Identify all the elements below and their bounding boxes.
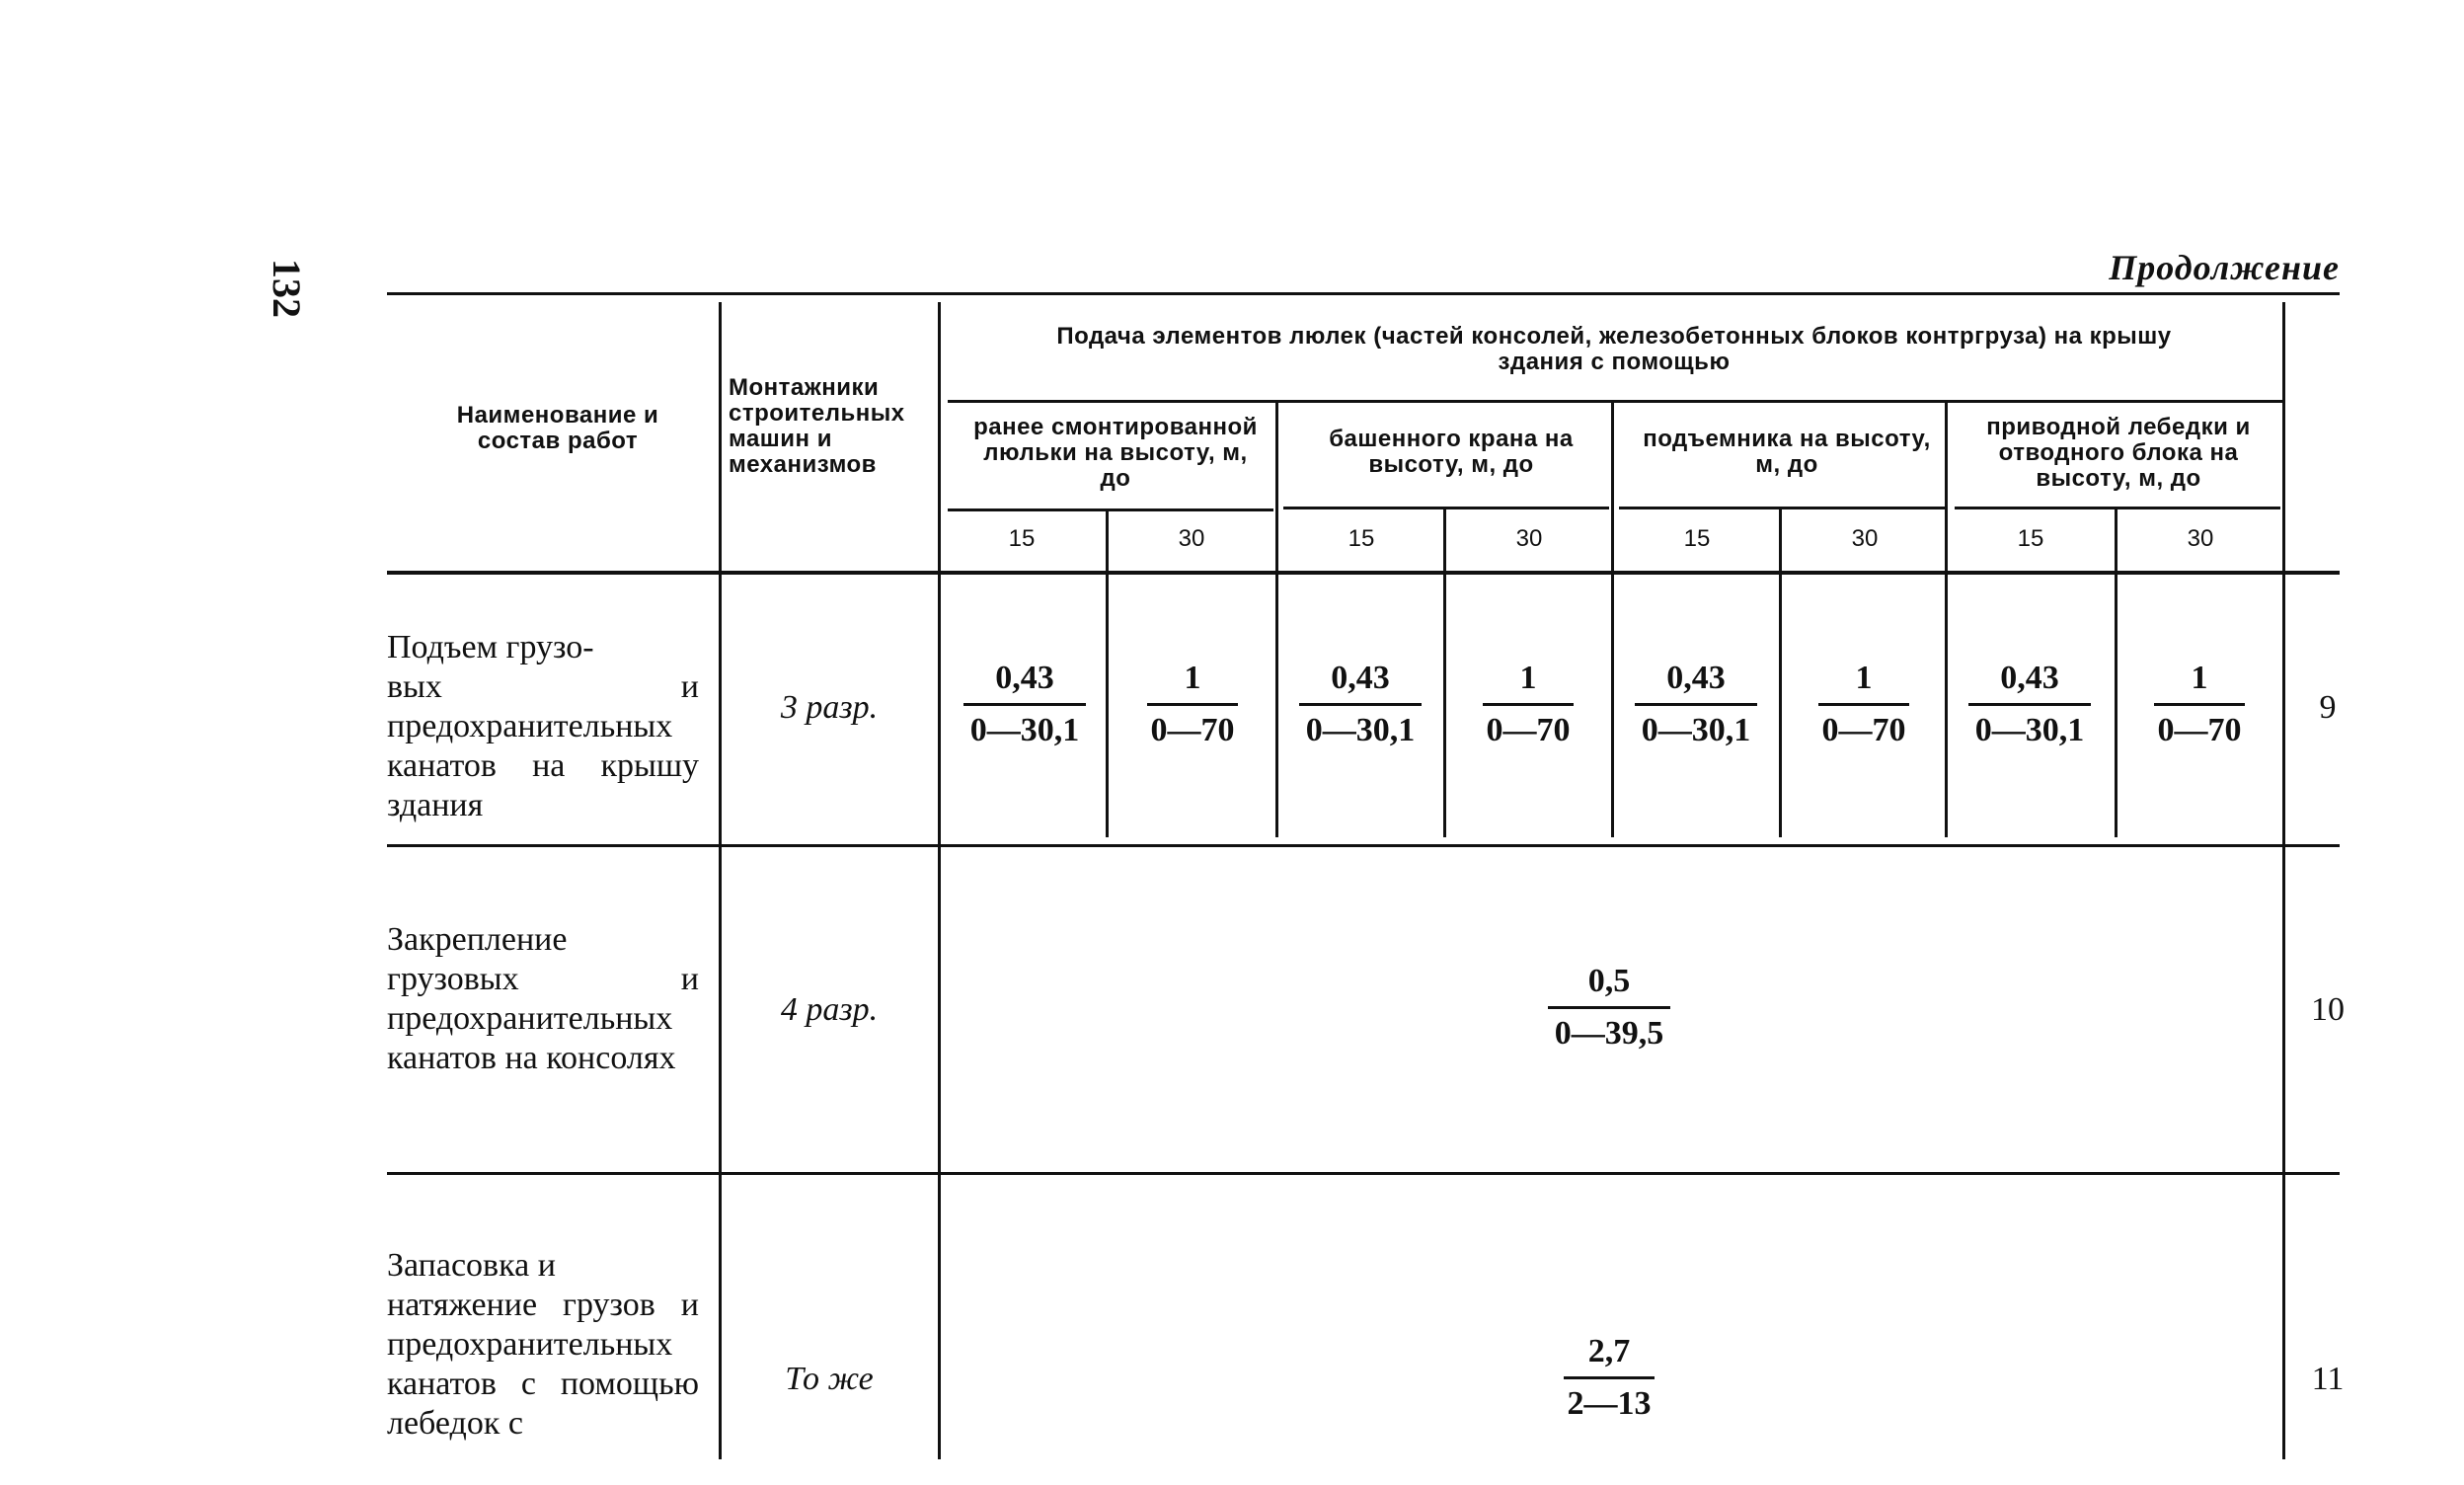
row-3-rank: То же xyxy=(785,1361,874,1397)
row-1-cell-8 xyxy=(2122,660,2276,749)
row-1-cell-1-price: 0—30,1 xyxy=(969,712,1080,748)
height-header-3-15: 15 xyxy=(1683,525,1711,552)
row-1-cell-4 xyxy=(1451,660,1605,749)
row-3-price: 2—13 xyxy=(1567,1385,1652,1422)
row-1-cell-7-norm: 0,43 xyxy=(2000,660,2059,696)
header-subgroup-1: ранее смонтированной люльки на высоту, м, до xyxy=(973,414,1258,492)
header-work-name: Наименование и состав работ xyxy=(456,402,659,454)
col-rule-code xyxy=(2282,302,2285,1459)
col-rule-work xyxy=(719,302,722,1459)
header-subgroup-2: башенного крана на высоту, м, до xyxy=(1329,426,1574,478)
subgroup-rule-3 xyxy=(1619,507,1945,509)
row-2-merged-cell xyxy=(1451,963,1767,1053)
row-1-code: 9 xyxy=(2319,689,2337,726)
header-subgroup-4: приводной лебедки и отводного блока на высоту, м, до xyxy=(1986,414,2251,492)
row-2-code: 10 xyxy=(2311,991,2345,1028)
row-1-cell-1-norm: 0,43 xyxy=(995,660,1054,696)
row-1-cell-3-norm: 0,43 xyxy=(1331,660,1390,696)
row-1-cell-8-norm: 1 xyxy=(2191,660,2208,696)
col-rule-sub-b xyxy=(1611,403,1614,837)
row-1-cell-5 xyxy=(1619,660,1773,749)
row-3-work-name xyxy=(387,1246,699,1444)
row-rule-2 xyxy=(387,1172,2340,1175)
col-rule-workers xyxy=(938,302,941,1459)
col-rule-15-30-b xyxy=(1443,509,1446,837)
col-rule-15-30-d xyxy=(2115,509,2118,837)
row-1-cell-5-norm: 0,43 xyxy=(1666,660,1726,696)
row-1-cell-2-price: 0—70 xyxy=(1150,712,1235,748)
row-1-cell-7 xyxy=(1953,660,2107,749)
subgroup-rule-1 xyxy=(948,508,1273,511)
col-rule-sub-c xyxy=(1945,403,1948,837)
height-header-2-15: 15 xyxy=(1348,525,1375,552)
row-2-norm: 0,5 xyxy=(1587,963,1631,999)
row-3-code: 11 xyxy=(2311,1361,2345,1397)
row-2-price: 0—39,5 xyxy=(1554,1015,1664,1052)
row-3-work-name-rest: натяжение грузов и предохранительных канатов с помощью лебедок с xyxy=(387,1287,699,1442)
row-1-cell-4-norm: 1 xyxy=(1519,660,1537,696)
height-header-4-15: 15 xyxy=(2017,525,2044,552)
group-header-rule xyxy=(948,400,2282,403)
row-1-rank: 3 разр. xyxy=(780,689,879,726)
row-2-rank: 4 разр. xyxy=(780,991,879,1028)
height-header-3-30: 30 xyxy=(1851,525,1879,552)
row-1-cell-6-norm: 1 xyxy=(1855,660,1873,696)
row-1-cell-6 xyxy=(1787,660,1941,749)
height-header-4-30: 30 xyxy=(2187,525,2214,552)
row-1-work-name-rest: вых и предохранительных канатов на крышу здания xyxy=(387,668,699,823)
page-number: 132 xyxy=(265,259,309,318)
row-1-cell-3 xyxy=(1283,660,1437,749)
row-3-merged-cell xyxy=(1451,1333,1767,1423)
row-1-cell-5-price: 0—30,1 xyxy=(1641,712,1751,748)
row-1-cell-6-price: 0—70 xyxy=(1821,712,1906,748)
row-2-work-name-first: Закрепление xyxy=(387,921,568,958)
col-rule-15-30-c xyxy=(1779,509,1782,837)
row-3-norm: 2,7 xyxy=(1587,1333,1631,1369)
col-rule-sub-a xyxy=(1275,403,1278,837)
header-workers: Монтажники строительных машин и механизмов xyxy=(729,374,905,478)
row-1-cell-8-price: 0—70 xyxy=(2157,712,2242,748)
row-1-cell-7-price: 0—30,1 xyxy=(1974,712,2085,748)
row-1-work-name-first: Подъем грузо- xyxy=(387,629,594,665)
row-1-cell-2 xyxy=(1116,660,1270,749)
row-1-cell-4-price: 0—70 xyxy=(1486,712,1571,748)
row-1-cell-1 xyxy=(948,660,1102,749)
header-subgroup-3: подъемника на высоту, м, до xyxy=(1643,426,1931,478)
row-1-work-name xyxy=(387,628,699,825)
height-header-1-30: 30 xyxy=(1178,525,1205,552)
height-header-1-15: 15 xyxy=(1008,525,1036,552)
row-3-work-name-first: Запасовка и xyxy=(387,1247,556,1284)
row-rule-1 xyxy=(387,844,2340,847)
col-rule-15-30-a xyxy=(1106,511,1109,837)
header-bottom-rule xyxy=(387,571,2340,575)
row-1-cell-3-price: 0—30,1 xyxy=(1305,712,1416,748)
table-top-rule xyxy=(387,292,2340,295)
row-1-cell-2-norm: 1 xyxy=(1184,660,1201,696)
subgroup-rule-4 xyxy=(1955,507,2280,509)
continuation-label: Продолжение xyxy=(2109,248,2340,287)
row-2-work-name-rest: грузовых и предохранительных канатов на консолях xyxy=(387,961,699,1076)
row-2-work-name xyxy=(387,920,699,1078)
height-header-2-30: 30 xyxy=(1515,525,1543,552)
header-group: Подача элементов люлек (частей консолей, железобетонных блоков контргруза) на крышу здания с помощью xyxy=(1056,323,2172,375)
subgroup-rule-2 xyxy=(1283,507,1609,509)
